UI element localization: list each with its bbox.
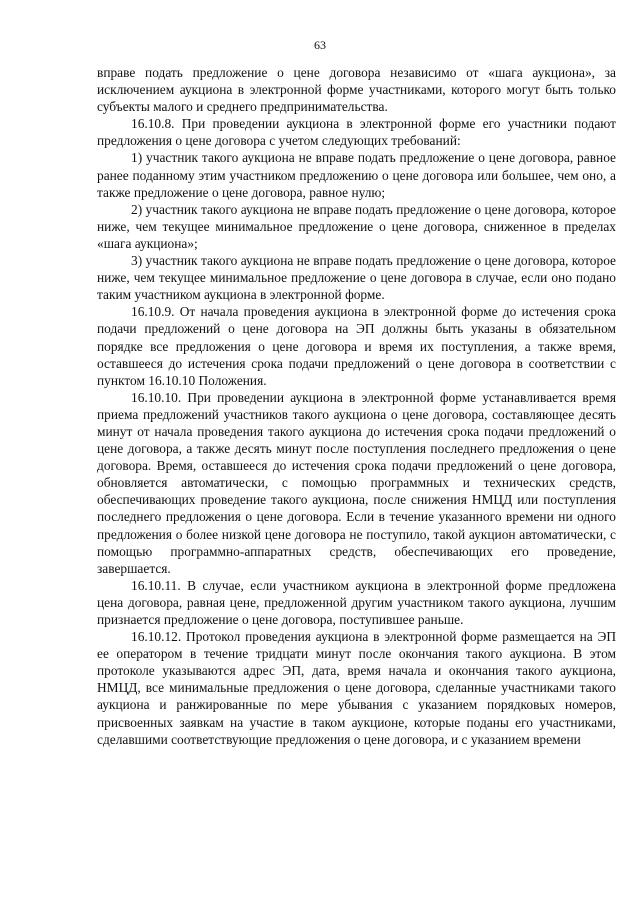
- paragraph-16-10-8: 16.10.8. При проведении аукциона в электронной форме его участники подают предложения о цене договора с учетом следующих требований:: [97, 116, 616, 149]
- paragraph-16-10-11: 16.10.11. В случае, если участником аукциона в электронной форме предложена цена договора, равная цене, предложенной другим участником такого аукциона, лучшим признается предложение о цене договора, поступившее раньше.: [97, 577, 616, 627]
- list-item-1: 1) участник такого аукциона не вправе подать предложение о цене договора, равное ранее поданному этим участником предложению о цене договора или большее, чем оно, а также предложение о цене договора, равное нулю;: [97, 150, 616, 200]
- list-item-3: 3) участник такого аукциона не вправе подать предложение о цене договора, которое ниже, чем текущее минимальное предложение о цене договора в случае, если оно подано таким участником аукциона в электронной форме.: [97, 253, 616, 303]
- paragraph-continuation: вправе подать предложение о цене договора независимо от «шага аукциона», за исключением аукциона в электронной форме участниками, которого могут быть только субъекты малого и среднего предпринимательства.: [97, 65, 616, 115]
- paragraph-16-10-9: 16.10.9. От начала проведения аукциона в электронной форме до истечения срока подачи предложений о цене договора на ЭП должны быть указаны в обязательном порядке все предложения о цене договора и время их поступления, а также время, оставшееся до истечения срока подачи предложений о цене договора в соответствии с пунктом 16.10.10 Положения.: [97, 304, 616, 388]
- document-body: [97, 64, 616, 748]
- page-number: 63: [314, 38, 326, 52]
- list-item-2: 2) участник такого аукциона не вправе подать предложение о цене договора, которое ниже, чем текущее минимальное предложение о цене договора, сниженное в пределах «шага аукциона»;: [97, 201, 616, 251]
- paragraph-16-10-12: 16.10.12. Протокол проведения аукциона в электронной форме размещается на ЭП ее оператором в течение тридцати минут после окончания такого аукциона. В этом протоколе указываются адрес ЭП, дата, время начала и окончания такого аукциона, НМЦД, все минимальные предложения о цене договора, сделанные участниками такого аукциона и ранжированные по мере убывания с указанием порядковых номеров, присвоенных заявкам на участие в таком аукционе, которые поданы его участниками, сделавшими соответствующие предложения о цене договора, и с указанием времени: [97, 629, 616, 747]
- paragraph-16-10-10: 16.10.10. При проведении аукциона в электронной форме устанавливается время приема предложений участников такого аукциона о цене договора, составляющее десять минут от начала проведения такого аукциона до истечения срока подачи предложений о цене договора, а также десять минут после поступления последнего предложения о цене договора. Время, оставшееся до истечения срока подачи предложений о цене договора, обновляется автоматически, с помощью программных и технических средств, обеспечивающих проведение такого аукциона, после снижения НМЦД или поступления последнего предложения о цене договора. Если в течение указанного времени ни одного предложения о более низкой цене договора не поступило, такой аукцион автоматически, с помощью программно-аппаратных средств, обеспечивающих его проведение, завершается.: [97, 389, 616, 576]
